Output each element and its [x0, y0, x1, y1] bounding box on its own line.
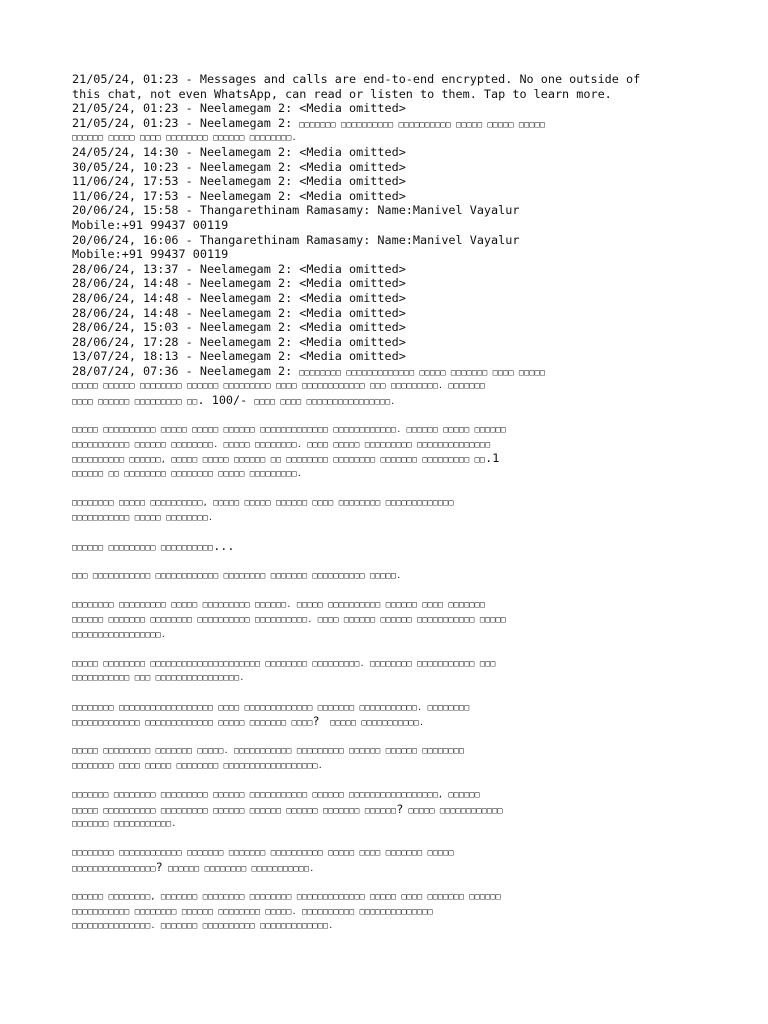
chat-line: [72, 364, 712, 379]
tamil-glyph-line: □□□□□ □□□□□□□□□□ □□□□□□□□□ □□□□□□ □□□□□□ □□□□□□ □□□□□□□ □□□□□□? □□□□□ □□□□□□□□□□□□: [72, 801, 503, 816]
tamil-glyph-line: □□□□□□ □□□□□ □□□□ □□□□□□□□ □□□□□□ □□□□□□□□.: [72, 132, 297, 143]
tamil-glyph-line: □□□ □□□□□□□□□□□ □□□□□□□□□□□□ □□□□□□□□ □□□□□□□ □□□□□□□□□□ □□□□□.: [72, 570, 402, 581]
chat-line: 21/05/24, 01:23 - Messages and calls are end-to-end encrypted. No one outside of: [72, 72, 641, 86]
chat-line: 20/06/24, 15:58 - Thangarethinam Ramasamy: Name:Manivel Vayalur: [72, 203, 520, 218]
chat-export-document: [72, 72, 712, 933]
chat-line: [72, 116, 712, 131]
question-mark-text: ?: [396, 801, 404, 816]
chat-line: 11/06/24, 17:53 - Neelamegam 2: <Media omitted>: [72, 174, 406, 189]
tamil-glyph-line: □□□□□□□□ □□□□ □□□□□ □□□□□□□□ □□□□□□□□□□□□□□□□□□.: [72, 759, 324, 770]
tamil-glyph-line: □□□□□□□□□□ □□□□□□, □□□□□ □□□□□ □□□□□□ □□ □□□□□□□□ □□□□□□□□ □□□□□□□ □□□□□□□□□ □□.1: [72, 451, 500, 466]
tamil-glyph-line: □□□□□□□ □□□□□□□□ □□□□□□□□□ □□□□□□ □□□□□□□□□□□ □□□□□□ □□□□□□□□□□□□□□□□□, □□□□□□: [72, 789, 480, 800]
tamil-glyph-line: □□□□□□□□ □□□□□□□□□ □□□□□ □□□□□□□□□ □□□□□□. □□□□□ □□□□□□□□□□ □□□□□□ □□□□ □□□□□□□: [72, 599, 486, 610]
tamil-glyph-line: □□□□□□□□□□□□□ □□□□□□□□□□□□□ □□□□□ □□□□□□□ □□□□? □□□□□ □□□□□□□□□□□.: [72, 714, 425, 729]
tamil-glyph-line: □□□□□□ □□□□□□□ □□□□□□□□ □□□□□□□□□□ □□□□□□□□□□. □□□□ □□□□□□ □□□□□□ □□□□□□□□□□□ □□□□□: [72, 613, 507, 624]
chat-line: Mobile:+91 99437 00119: [72, 247, 229, 262]
chat-line: 21/05/24, 01:23 - Neelamegam 2: <Media omitted>: [72, 101, 406, 116]
question-mark-text: ?: [312, 714, 320, 729]
chat-line: 28/06/24, 14:48 - Neelamegam 2: <Media omitted>: [72, 276, 406, 291]
tamil-glyph-line: □□□□□□ □□□□□□□□, □□□□□□□ □□□□□□□□ □□□□□□□□ □□□□□□□□□□□□□ □□□□□ □□□□ □□□□□□□ □□□□□□: [72, 891, 501, 902]
tamil-glyph-line: □□□□□□□□□□□ □□□ □□□□□□□□□□□□□□□□.: [72, 672, 245, 683]
chat-line: this chat, not even WhatsApp, can read or listen to them. Tap to learn more.: [72, 86, 612, 101]
chat-line-prefix: 21/05/24, 01:23 - Neelamegam 2:: [72, 115, 300, 130]
chat-line: 13/07/24, 18:13 - Neelamegam 2: <Media omitted>: [72, 349, 406, 364]
tamil-glyph-line: □□□□□□□□□□□□□□□□? □□□□□□ □□□□□□□□ □□□□□□□□□□□.: [72, 860, 315, 875]
chat-line: 30/05/24, 10:23 - Neelamegam 2: <Media omitted>: [72, 159, 406, 174]
tamil-glyph-line: □□□□□□□□□□□ □□□□□ □□□□□□□□.: [72, 511, 214, 522]
tamil-glyph-line: □□□□□ □□□□□□ □□□□□□□□ □□□□□□ □□□□□□□□□ □□□□ □□□□□□□□□□□□ □□□ □□□□□□□□□. □□□□□□□: [72, 380, 486, 391]
chat-line-prefix: 28/07/24, 07:36 - Neelamegam 2:: [72, 363, 300, 378]
chat-line: 11/06/24, 17:53 - Neelamegam 2: <Media omitted>: [72, 188, 406, 203]
tamil-glyph-line: □□□□□□□□ □□□□□□□□□□□□□□□□□□ □□□□ □□□□□□□□□□□□□ □□□□□□□ □□□□□□□□□□□. □□□□□□□□: [72, 701, 470, 712]
tamil-glyph-line: □□□□ □□□□□□ □□□□□□□□□ □□. 100/- □□□□ □□□□ □□□□□□□□□□□□□□□□.: [72, 393, 396, 408]
chat-line: 28/06/24, 15:03 - Neelamegam 2: <Media omitted>: [72, 320, 406, 335]
chat-line: 28/06/24, 13:37 - Neelamegam 2: <Media omitted>: [72, 261, 406, 276]
tamil-glyph-text: □□□□□□□ □□□□□□□□□□ □□□□□□□□□□ □□□□□ □□□□□ □□□□□: [299, 118, 546, 129]
tamil-glyph-line: □□□□□□□□□□□□□□□□□.: [72, 628, 167, 639]
tamil-glyph-line: □□□□□□□□□□□□□□□. □□□□□□□ □□□□□□□□□□ □□□□□□□□□□□□□.: [72, 920, 334, 931]
tamil-glyph-line: □□□□□□□□□□□ □□□□□□□□ □□□□□□ □□□□□□□□ □□□□□. □□□□□□□□□□ □□□□□□□□□□□□□□: [72, 905, 433, 916]
tamil-glyph-line: □□□□□□ □□□□□□□□□ □□□□□□□□□□...: [72, 539, 235, 553]
tamil-glyph-line: □□□□□ □□□□□□□□□□ □□□□□ □□□□□ □□□□□□ □□□□□□□□□□□□□ □□□□□□□□□□□□. □□□□□□ □□□□□ □□□□□□: [72, 424, 507, 435]
chat-line: 28/06/24, 17:28 - Neelamegam 2: <Media omitted>: [72, 334, 406, 349]
ellipsis-text: ...: [213, 539, 235, 553]
number-text: .1: [485, 451, 500, 466]
tamil-glyph-text: □□□□□□□□ □□□□□□□□□□□□□ □□□□□ □□□□□□□ □□□□ □□□□□: [299, 366, 546, 377]
chat-line: 28/06/24, 14:48 - Neelamegam 2: <Media omitted>: [72, 305, 406, 320]
chat-line: 28/06/24, 14:48 - Neelamegam 2: <Media omitted>: [72, 290, 406, 305]
price-text: . 100/-: [197, 393, 255, 408]
chat-line: 20/06/24, 16:06 - Thangarethinam Ramasamy: Name:Manivel Vayalur: [72, 232, 520, 247]
tamil-glyph-line: □□□□□□□□□□□ □□□□□□ □□□□□□□□. □□□□□ □□□□□□□□. □□□□ □□□□□ □□□□□□□□□ □□□□□□□□□□□□□□: [72, 438, 491, 449]
question-mark-text: ?: [155, 860, 163, 875]
tamil-glyph-line: □□□□□□ □□ □□□□□□□□ □□□□□□□□ □□□□□ □□□□□□□□□.: [72, 468, 303, 479]
tamil-glyph-line: □□□□□ □□□□□□□□ □□□□□□□□□□□□□□□□□□□□□ □□□□□□□□ □□□□□□□□□. □□□□□□□□ □□□□□□□□□□□ □□□: [72, 657, 496, 668]
tamil-glyph-line: □□□□□ □□□□□□□□□ □□□□□□□ □□□□□. □□□□□□□□□□□ □□□□□□□□□ □□□□□□ □□□□□□ □□□□□□□□: [72, 745, 465, 756]
chat-line: 24/05/24, 14:30 - Neelamegam 2: <Media omitted>: [72, 144, 406, 159]
tamil-glyph-line: □□□□□□□□ □□□□□□□□□□□□ □□□□□□□ □□□□□□□ □□□□□□□□□□ □□□□□ □□□□ □□□□□□□ □□□□□: [72, 847, 454, 858]
chat-line: Mobile:+91 99437 00119: [72, 217, 229, 232]
tamil-glyph-line: □□□□□□□ □□□□□□□□□□□.: [72, 818, 177, 829]
tamil-glyph-line: □□□□□□□□ □□□□□ □□□□□□□□□□, □□□□□ □□□□□ □□□□□□ □□□□ □□□□□□□□ □□□□□□□□□□□□□: [72, 497, 454, 508]
